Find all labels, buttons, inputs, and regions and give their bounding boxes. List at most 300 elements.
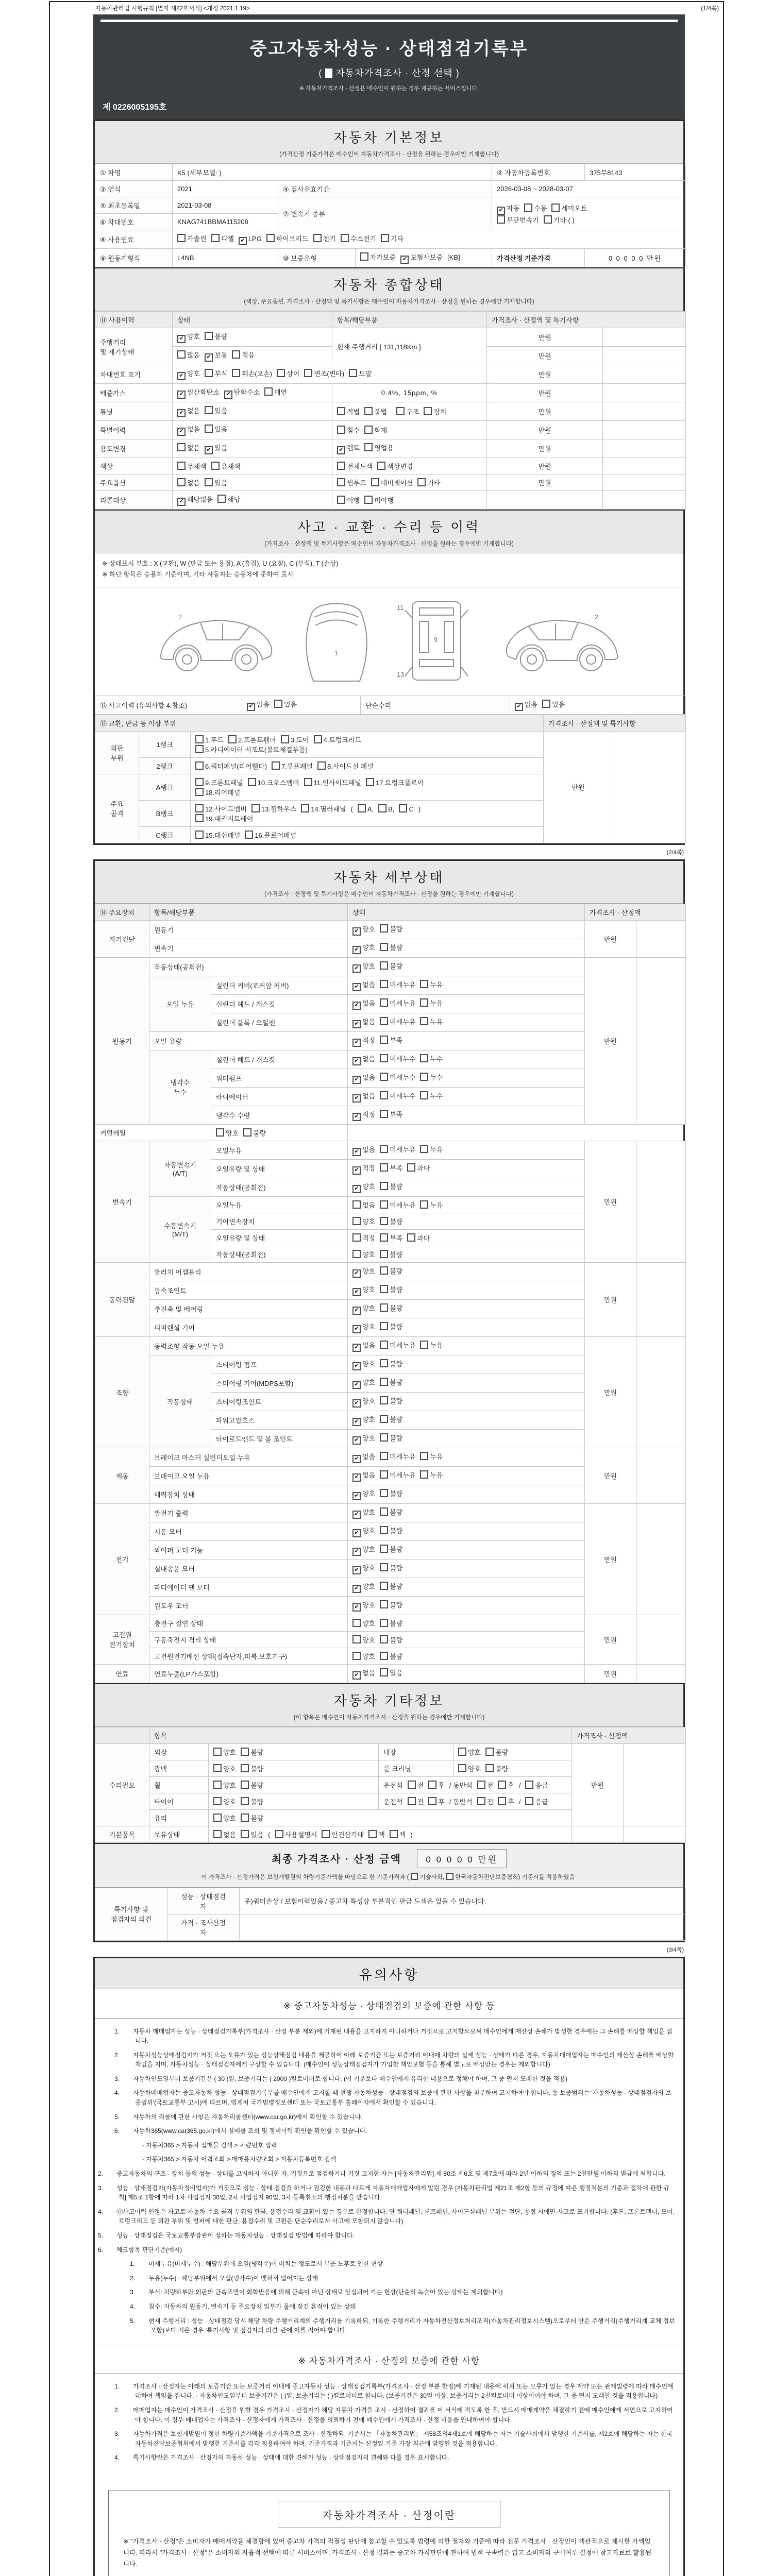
checkbox-option[interactable] [352, 1618, 375, 1628]
unchecked-checkbox-icon[interactable] [360, 252, 368, 261]
unchecked-checkbox-icon[interactable] [380, 1217, 388, 1225]
unchecked-checkbox-icon[interactable] [205, 406, 213, 414]
checkbox-option[interactable] [352, 1321, 375, 1333]
checkbox-option[interactable] [205, 478, 227, 487]
checkbox-option[interactable] [205, 424, 227, 434]
checkbox-option[interactable] [224, 387, 260, 399]
unchecked-checkbox-icon[interactable] [407, 1233, 415, 1242]
unchecked-checkbox-icon[interactable] [380, 943, 388, 951]
checked-checkbox-icon[interactable]: ✔ [352, 1603, 361, 1612]
checked-checkbox-icon[interactable]: ✔ [352, 1269, 361, 1278]
unchecked-checkbox-icon[interactable] [245, 831, 253, 839]
checkbox-option[interactable] [400, 252, 443, 264]
checked-checkbox-icon[interactable]: ✔ [177, 498, 186, 506]
checked-checkbox-icon[interactable]: ✔ [352, 1039, 361, 1047]
unchecked-checkbox-icon[interactable] [380, 1091, 388, 1099]
checkbox-option[interactable] [525, 1797, 548, 1806]
checkbox-option[interactable] [380, 1266, 402, 1276]
checkbox-option[interactable] [337, 495, 360, 505]
checkbox-option[interactable] [213, 1829, 236, 1839]
checkbox-option[interactable] [364, 495, 394, 505]
checked-checkbox-icon[interactable]: ✔ [352, 1362, 361, 1370]
checkbox-option[interactable] [304, 777, 361, 787]
checkbox-option[interactable] [352, 1054, 375, 1065]
unchecked-checkbox-icon[interactable] [380, 1110, 388, 1118]
checkbox-option[interactable] [352, 1414, 375, 1426]
checkbox-option[interactable] [177, 494, 213, 506]
unchecked-checkbox-icon[interactable] [243, 1128, 251, 1137]
unchecked-checkbox-icon[interactable] [195, 831, 204, 839]
unchecked-checkbox-icon[interactable] [195, 745, 204, 753]
checked-checkbox-icon[interactable]: ✔ [352, 1076, 361, 1084]
unchecked-checkbox-icon[interactable] [264, 387, 273, 396]
unchecked-checkbox-icon[interactable] [380, 1652, 388, 1660]
checkbox-option[interactable] [380, 1668, 402, 1677]
checkbox-option[interactable] [177, 443, 200, 452]
checkbox-option[interactable] [380, 1581, 402, 1591]
checkbox-option[interactable] [352, 1600, 375, 1612]
unchecked-checkbox-icon[interactable] [211, 234, 220, 242]
unchecked-checkbox-icon[interactable] [337, 462, 345, 470]
unchecked-checkbox-icon[interactable] [380, 1341, 388, 1349]
checked-checkbox-icon[interactable]: ✔ [352, 1185, 361, 1193]
checkbox-option[interactable] [241, 1780, 263, 1790]
checked-checkbox-icon[interactable]: ✔ [352, 1148, 361, 1156]
checkbox-option[interactable] [352, 998, 375, 1010]
unchecked-checkbox-icon[interactable] [380, 1507, 388, 1516]
checkbox-option[interactable] [352, 1507, 375, 1519]
unchecked-checkbox-icon[interactable] [352, 1217, 361, 1225]
unchecked-checkbox-icon[interactable] [205, 425, 213, 433]
checked-checkbox-icon[interactable]: ✔ [247, 703, 255, 711]
checkbox-option[interactable] [352, 1181, 375, 1193]
checked-checkbox-icon[interactable]: ✔ [352, 946, 361, 954]
unchecked-checkbox-icon[interactable] [380, 1163, 388, 1172]
unchecked-checkbox-icon[interactable] [411, 1873, 418, 1880]
checked-checkbox-icon[interactable]: ✔ [352, 1094, 361, 1103]
unchecked-checkbox-icon[interactable] [195, 761, 204, 770]
checkbox-option[interactable] [195, 804, 247, 814]
checked-checkbox-icon[interactable]: ✔ [352, 1020, 361, 1028]
checkbox-option[interactable] [352, 979, 375, 991]
checkbox-option[interactable] [380, 1340, 415, 1350]
checkbox-option[interactable] [380, 1303, 402, 1313]
checkbox-option[interactable] [195, 761, 267, 771]
checkbox-option[interactable] [177, 331, 200, 343]
checkbox-option[interactable] [205, 443, 227, 454]
checkbox-option[interactable] [352, 1163, 375, 1175]
checkbox-option[interactable] [380, 1488, 402, 1498]
checkbox-option[interactable] [239, 235, 262, 245]
unchecked-checkbox-icon[interactable] [420, 1341, 428, 1349]
checkbox-option[interactable] [352, 1451, 375, 1463]
checked-checkbox-icon[interactable]: ✔ [337, 446, 345, 454]
unchecked-checkbox-icon[interactable] [380, 924, 388, 933]
unchecked-checkbox-icon[interactable] [364, 496, 373, 504]
checkbox-option[interactable] [205, 368, 227, 378]
checkbox-option[interactable] [217, 494, 240, 504]
checkbox-option[interactable] [195, 777, 243, 787]
checked-checkbox-icon[interactable]: ✔ [352, 1002, 361, 1010]
checked-checkbox-icon[interactable]: ✔ [497, 207, 505, 215]
unchecked-checkbox-icon[interactable] [380, 1200, 388, 1209]
checkbox-option[interactable] [301, 804, 346, 814]
checkbox-option[interactable] [352, 1303, 375, 1315]
unchecked-checkbox-icon[interactable] [304, 369, 312, 377]
checkbox-option[interactable] [352, 942, 375, 954]
checkbox-option[interactable] [411, 1873, 444, 1881]
checkbox-option[interactable] [378, 804, 394, 813]
unchecked-checkbox-icon[interactable] [216, 1128, 224, 1137]
unchecked-checkbox-icon[interactable] [380, 1600, 388, 1608]
unchecked-checkbox-icon[interactable] [380, 1182, 388, 1190]
checkbox-option[interactable] [337, 461, 373, 471]
checkbox-option[interactable] [380, 1544, 402, 1554]
unchecked-checkbox-icon[interactable] [349, 369, 357, 377]
unchecked-checkbox-icon[interactable] [497, 215, 505, 224]
checkbox-option[interactable] [542, 699, 565, 709]
unchecked-checkbox-icon[interactable] [304, 778, 312, 786]
checkbox-option[interactable] [420, 1200, 443, 1210]
checkbox-option[interactable] [213, 1747, 236, 1757]
checkbox-option[interactable] [420, 1016, 443, 1026]
checkbox-option[interactable] [380, 961, 402, 971]
checkbox-option[interactable] [364, 406, 387, 416]
unchecked-checkbox-icon[interactable] [380, 1285, 388, 1293]
unchecked-checkbox-icon[interactable] [544, 215, 552, 224]
unchecked-checkbox-icon[interactable] [420, 1017, 428, 1025]
unchecked-checkbox-icon[interactable] [241, 1748, 249, 1756]
checkbox-option[interactable] [485, 1747, 508, 1757]
checkbox-option[interactable] [420, 1144, 443, 1154]
checkbox-option[interactable] [420, 1451, 443, 1461]
unchecked-checkbox-icon[interactable] [420, 998, 428, 1007]
unchecked-checkbox-icon[interactable] [380, 1452, 388, 1460]
checkbox-option[interactable] [380, 1321, 402, 1331]
unchecked-checkbox-icon[interactable] [417, 478, 426, 486]
checkbox-option[interactable] [177, 233, 207, 243]
checkbox-option[interactable] [396, 406, 419, 416]
checked-checkbox-icon[interactable]: ✔ [352, 1455, 361, 1463]
unchecked-checkbox-icon[interactable] [213, 1830, 222, 1838]
checkbox-option[interactable] [380, 1249, 402, 1259]
checkbox-option[interactable] [380, 1651, 402, 1661]
unchecked-checkbox-icon[interactable] [274, 700, 282, 708]
checked-checkbox-icon[interactable]: ✔ [352, 1288, 361, 1296]
checkbox-option[interactable] [205, 350, 227, 362]
checkbox-option[interactable] [352, 1359, 375, 1370]
checkbox-option[interactable] [551, 203, 587, 213]
checked-checkbox-icon[interactable]: ✔ [352, 1529, 361, 1537]
unchecked-checkbox-icon[interactable] [352, 1250, 361, 1258]
unchecked-checkbox-icon[interactable] [366, 778, 374, 786]
checkbox-option[interactable] [277, 368, 299, 378]
unchecked-checkbox-icon[interactable] [241, 1797, 249, 1805]
unchecked-checkbox-icon[interactable] [420, 1073, 428, 1081]
checkbox-option[interactable] [352, 1249, 375, 1259]
unchecked-checkbox-icon[interactable] [380, 1266, 388, 1275]
unchecked-checkbox-icon[interactable] [380, 1378, 388, 1386]
checkbox-option[interactable] [349, 368, 372, 378]
checkbox-option[interactable] [205, 405, 227, 415]
unchecked-checkbox-icon[interactable] [337, 407, 345, 415]
checkbox-option[interactable] [352, 1396, 375, 1408]
unchecked-checkbox-icon[interactable] [380, 1145, 388, 1153]
checkbox-option[interactable] [352, 1470, 375, 1482]
checkbox-option[interactable] [352, 1091, 375, 1103]
unchecked-checkbox-icon[interactable] [477, 1797, 485, 1805]
checkbox-option[interactable] [498, 1780, 514, 1790]
unchecked-checkbox-icon[interactable] [380, 1415, 388, 1423]
unchecked-checkbox-icon[interactable] [281, 735, 289, 743]
unchecked-checkbox-icon[interactable] [378, 804, 386, 812]
checkbox-option[interactable] [424, 406, 446, 416]
checkbox-option[interactable] [407, 1163, 430, 1173]
unchecked-checkbox-icon[interactable] [380, 1619, 388, 1627]
checkbox-option[interactable] [195, 830, 240, 840]
checkbox-option[interactable] [352, 1200, 375, 1210]
checkbox-option[interactable] [368, 1829, 385, 1839]
checked-checkbox-icon[interactable]: ✔ [352, 1511, 361, 1519]
checkbox-option[interactable] [352, 924, 375, 936]
checked-checkbox-icon[interactable]: ✔ [205, 446, 213, 454]
checkbox-option[interactable] [399, 804, 413, 813]
checked-checkbox-icon[interactable]: ✔ [352, 1113, 361, 1121]
checkbox-option[interactable] [211, 233, 234, 243]
checkbox-option[interactable] [380, 924, 402, 934]
checkbox-option[interactable] [420, 979, 443, 989]
checkbox-option[interactable] [304, 368, 344, 378]
unchecked-checkbox-icon[interactable] [458, 1764, 466, 1772]
checkbox-option[interactable] [408, 1797, 424, 1806]
checked-checkbox-icon[interactable]: ✔ [239, 237, 247, 245]
unchecked-checkbox-icon[interactable] [195, 778, 204, 786]
checkbox-option[interactable] [341, 233, 376, 243]
checkbox-option[interactable] [497, 203, 519, 215]
checkbox-option[interactable] [380, 1451, 415, 1461]
checkbox-option[interactable] [274, 699, 297, 709]
unchecked-checkbox-icon[interactable] [380, 1635, 388, 1643]
checkbox-option[interactable] [380, 1635, 402, 1645]
unchecked-checkbox-icon[interactable] [314, 735, 322, 743]
checkbox-option[interactable] [381, 233, 404, 243]
checkbox-option[interactable] [228, 735, 276, 744]
checkbox-option[interactable] [380, 1284, 402, 1294]
unchecked-checkbox-icon[interactable] [380, 1582, 388, 1590]
unchecked-checkbox-icon[interactable] [266, 234, 275, 242]
checkbox-option[interactable] [337, 425, 360, 435]
checked-checkbox-icon[interactable]: ✔ [177, 391, 186, 399]
checkbox-option[interactable] [352, 1488, 375, 1500]
checkbox-option[interactable] [352, 1109, 375, 1121]
unchecked-checkbox-icon[interactable] [380, 1563, 388, 1571]
unchecked-checkbox-icon[interactable] [364, 426, 373, 434]
checkbox-option[interactable] [380, 1144, 415, 1154]
unchecked-checkbox-icon[interactable] [195, 804, 204, 812]
unchecked-checkbox-icon[interactable] [313, 234, 322, 242]
checkbox-option[interactable] [390, 1829, 406, 1839]
checkbox-option[interactable] [213, 1813, 236, 1823]
checkbox-option[interactable] [377, 461, 413, 471]
checkbox-option[interactable] [352, 1526, 375, 1537]
checkbox-option[interactable] [243, 1128, 266, 1138]
checkbox-option[interactable] [317, 761, 374, 771]
checked-checkbox-icon[interactable]: ✔ [177, 428, 186, 436]
unchecked-checkbox-icon[interactable] [380, 1017, 388, 1025]
unchecked-checkbox-icon[interactable] [205, 369, 213, 377]
checkbox-option[interactable] [337, 443, 360, 454]
unchecked-checkbox-icon[interactable] [337, 496, 345, 504]
checkbox-option[interactable] [241, 1747, 263, 1757]
checkbox-option[interactable] [497, 215, 539, 225]
unchecked-checkbox-icon[interactable] [380, 1433, 388, 1442]
checkbox-option[interactable] [313, 233, 336, 243]
unchecked-checkbox-icon[interactable] [542, 700, 550, 708]
checkbox-option[interactable] [371, 478, 413, 487]
unchecked-checkbox-icon[interactable] [241, 1814, 249, 1822]
checkbox-option[interactable] [380, 1526, 402, 1535]
unchecked-checkbox-icon[interactable] [301, 804, 309, 812]
checked-checkbox-icon[interactable]: ✔ [352, 1325, 361, 1333]
checked-checkbox-icon[interactable]: ✔ [177, 409, 186, 417]
unchecked-checkbox-icon[interactable] [525, 1781, 533, 1789]
unchecked-checkbox-icon[interactable] [341, 234, 349, 242]
checkbox-option[interactable] [380, 1433, 402, 1443]
checkbox-option[interactable] [352, 1635, 375, 1645]
unchecked-checkbox-icon[interactable] [177, 443, 186, 451]
checked-checkbox-icon[interactable]: ✔ [352, 1344, 361, 1352]
unchecked-checkbox-icon[interactable] [205, 478, 213, 486]
unchecked-checkbox-icon[interactable] [380, 1359, 388, 1367]
unchecked-checkbox-icon[interactable] [232, 350, 240, 359]
checkbox-option[interactable] [352, 1340, 375, 1352]
unchecked-checkbox-icon[interactable] [420, 1200, 428, 1209]
checkbox-option[interactable] [364, 443, 394, 452]
checkbox-option[interactable] [314, 735, 362, 744]
checkbox-option[interactable] [352, 1284, 375, 1296]
checkbox-option[interactable] [352, 1651, 375, 1661]
checked-checkbox-icon[interactable]: ✔ [515, 703, 523, 711]
unchecked-checkbox-icon[interactable] [177, 478, 186, 486]
checkbox-option[interactable] [380, 1377, 402, 1387]
checkbox-option[interactable] [498, 1797, 514, 1806]
unchecked-checkbox-icon[interactable] [380, 1322, 388, 1330]
checkbox-option[interactable] [177, 350, 200, 360]
checkbox-option[interactable] [380, 1414, 402, 1424]
checked-checkbox-icon[interactable]: ✔ [400, 256, 409, 264]
unchecked-checkbox-icon[interactable] [317, 761, 326, 770]
unchecked-checkbox-icon[interactable] [498, 1797, 506, 1805]
checkbox-option[interactable] [195, 735, 224, 744]
checkbox-option[interactable] [177, 424, 200, 436]
unchecked-checkbox-icon[interactable] [424, 407, 432, 415]
unchecked-checkbox-icon[interactable] [380, 1233, 388, 1242]
checkbox-option[interactable] [352, 1544, 375, 1556]
unchecked-checkbox-icon[interactable] [381, 234, 389, 242]
unchecked-checkbox-icon[interactable] [213, 1764, 222, 1772]
checked-checkbox-icon[interactable]: ✔ [352, 1585, 361, 1593]
unchecked-checkbox-icon[interactable] [232, 369, 240, 377]
checkbox-option[interactable] [177, 405, 200, 417]
checked-checkbox-icon[interactable]: ✔ [352, 927, 361, 936]
checkbox-option[interactable] [281, 735, 309, 744]
unchecked-checkbox-icon[interactable] [380, 980, 388, 988]
checked-checkbox-icon[interactable]: ✔ [352, 1399, 361, 1408]
checkbox-option[interactable] [458, 1764, 481, 1773]
unchecked-checkbox-icon[interactable] [213, 1748, 222, 1756]
unchecked-checkbox-icon[interactable] [408, 1797, 416, 1805]
checkbox-option[interactable] [380, 942, 402, 952]
unchecked-checkbox-icon[interactable] [251, 804, 260, 812]
checkbox-option[interactable] [380, 1359, 402, 1368]
checkbox-option[interactable] [380, 1233, 402, 1243]
checked-checkbox-icon[interactable]: ✔ [352, 1492, 361, 1500]
checkbox-option[interactable] [380, 1109, 402, 1119]
unchecked-checkbox-icon[interactable] [177, 350, 186, 359]
checkbox-option[interactable] [248, 777, 299, 787]
checked-checkbox-icon[interactable]: ✔ [352, 1166, 361, 1175]
unchecked-checkbox-icon[interactable] [177, 234, 186, 242]
unchecked-checkbox-icon[interactable] [337, 478, 345, 486]
checked-checkbox-icon[interactable]: ✔ [352, 1671, 361, 1680]
unchecked-checkbox-icon[interactable] [322, 1830, 330, 1838]
checkbox-option[interactable] [524, 203, 547, 213]
unchecked-checkbox-icon[interactable] [213, 1797, 222, 1805]
checkbox-option[interactable] [195, 787, 240, 797]
checkbox-option[interactable] [364, 425, 387, 435]
checkbox-option[interactable] [352, 1016, 375, 1028]
unchecked-checkbox-icon[interactable] [368, 1830, 377, 1838]
checkbox-option[interactable] [358, 804, 374, 813]
unchecked-checkbox-icon[interactable] [551, 204, 560, 212]
unchecked-checkbox-icon[interactable] [458, 1748, 466, 1756]
unchecked-checkbox-icon[interactable] [195, 788, 204, 796]
unchecked-checkbox-icon[interactable] [498, 1781, 506, 1789]
unchecked-checkbox-icon[interactable] [380, 961, 388, 970]
checkbox-option[interactable] [352, 1266, 375, 1278]
checkbox-option[interactable] [352, 1233, 375, 1243]
checkbox-option[interactable] [380, 1035, 402, 1045]
checkbox-option[interactable] [232, 368, 272, 378]
checkbox-option[interactable] [247, 699, 270, 711]
unchecked-checkbox-icon[interactable] [525, 1797, 533, 1805]
unchecked-checkbox-icon[interactable] [524, 204, 532, 212]
unchecked-checkbox-icon[interactable] [408, 1781, 416, 1789]
unchecked-checkbox-icon[interactable] [248, 778, 256, 786]
checkbox-option[interactable] [380, 1054, 415, 1063]
checked-checkbox-icon[interactable]: ✔ [224, 391, 232, 399]
checkbox-option[interactable] [352, 1563, 375, 1574]
checked-checkbox-icon[interactable]: ✔ [352, 983, 361, 991]
checkbox-option[interactable] [213, 1780, 236, 1790]
checkbox-option[interactable] [408, 1780, 424, 1790]
checkbox-option[interactable] [232, 350, 255, 360]
unchecked-checkbox-icon[interactable] [217, 495, 226, 503]
unchecked-checkbox-icon[interactable] [407, 1163, 415, 1172]
unchecked-checkbox-icon[interactable] [228, 735, 237, 743]
checkbox-option[interactable] [213, 1764, 236, 1773]
unchecked-checkbox-icon[interactable] [380, 1489, 388, 1497]
unchecked-checkbox-icon[interactable] [358, 804, 366, 812]
checkbox-option[interactable] [205, 331, 227, 341]
checkbox-option[interactable] [380, 1563, 402, 1572]
checkbox-option[interactable] [485, 1764, 508, 1773]
checkbox-option[interactable] [380, 998, 415, 1008]
checkbox-option[interactable] [352, 1581, 375, 1593]
unchecked-checkbox-icon[interactable] [380, 998, 388, 1007]
unchecked-checkbox-icon[interactable] [380, 1250, 388, 1258]
checkbox-option[interactable] [352, 1377, 375, 1389]
